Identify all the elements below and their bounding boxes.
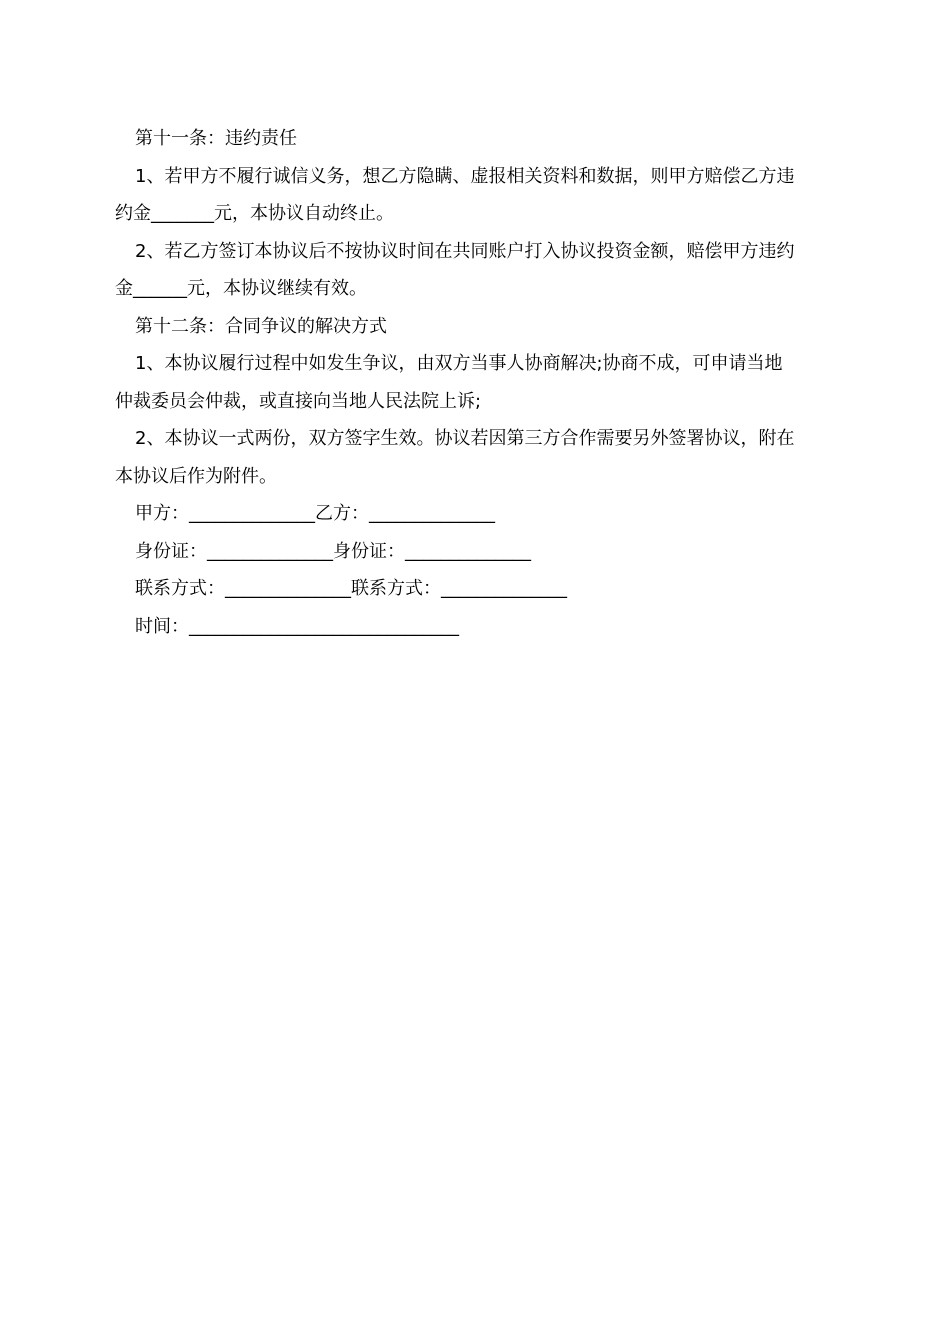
- article-11-clause-2-line-1: 2、若乙方签订本协议后不按协议时间在共同账户打入协议投资金额，赔偿甲方违约: [135, 240, 795, 262]
- article-11-clause-2-line-2: 金______元，本协议继续有效。: [115, 278, 367, 299]
- article-11-clause-1-line-2: 约金_______元，本协议自动终止。: [115, 203, 394, 224]
- article-12-clause-1-line-1: 1、本协议履行过程中如发生争议，由双方当事人协商解决;协商不成，可申请当地: [135, 353, 783, 374]
- article-12-clause-1-line-2: 仲裁委员会仲裁，或直接向当地人民法院上诉;: [115, 390, 482, 412]
- signature-contact-line: 联系方式：______________联系方式：______________: [135, 578, 567, 599]
- document-body: [115, 120, 837, 645]
- article-12-heading: 第十二条：合同争议的解决方式: [135, 315, 387, 337]
- article-12-clause-2-line-1: 2、本协议一式两份，双方签字生效。协议若因第三方合作需要另外签署协议，附在: [135, 428, 795, 449]
- signature-time-line: 时间：______________________________: [135, 615, 459, 637]
- article-11-clause-1-line-1: 1、若甲方不履行诚信义务，想乙方隐瞒、虚报相关资料和数据，则甲方赔偿乙方违: [135, 165, 795, 187]
- signature-id-line: 身份证：______________身份证：______________: [135, 540, 531, 562]
- article-11-heading: 第十一条：违约责任: [135, 128, 297, 149]
- signature-party-line: 甲方：______________乙方：______________: [135, 503, 495, 524]
- article-12-clause-2-line-2: 本协议后作为附件。: [115, 465, 277, 487]
